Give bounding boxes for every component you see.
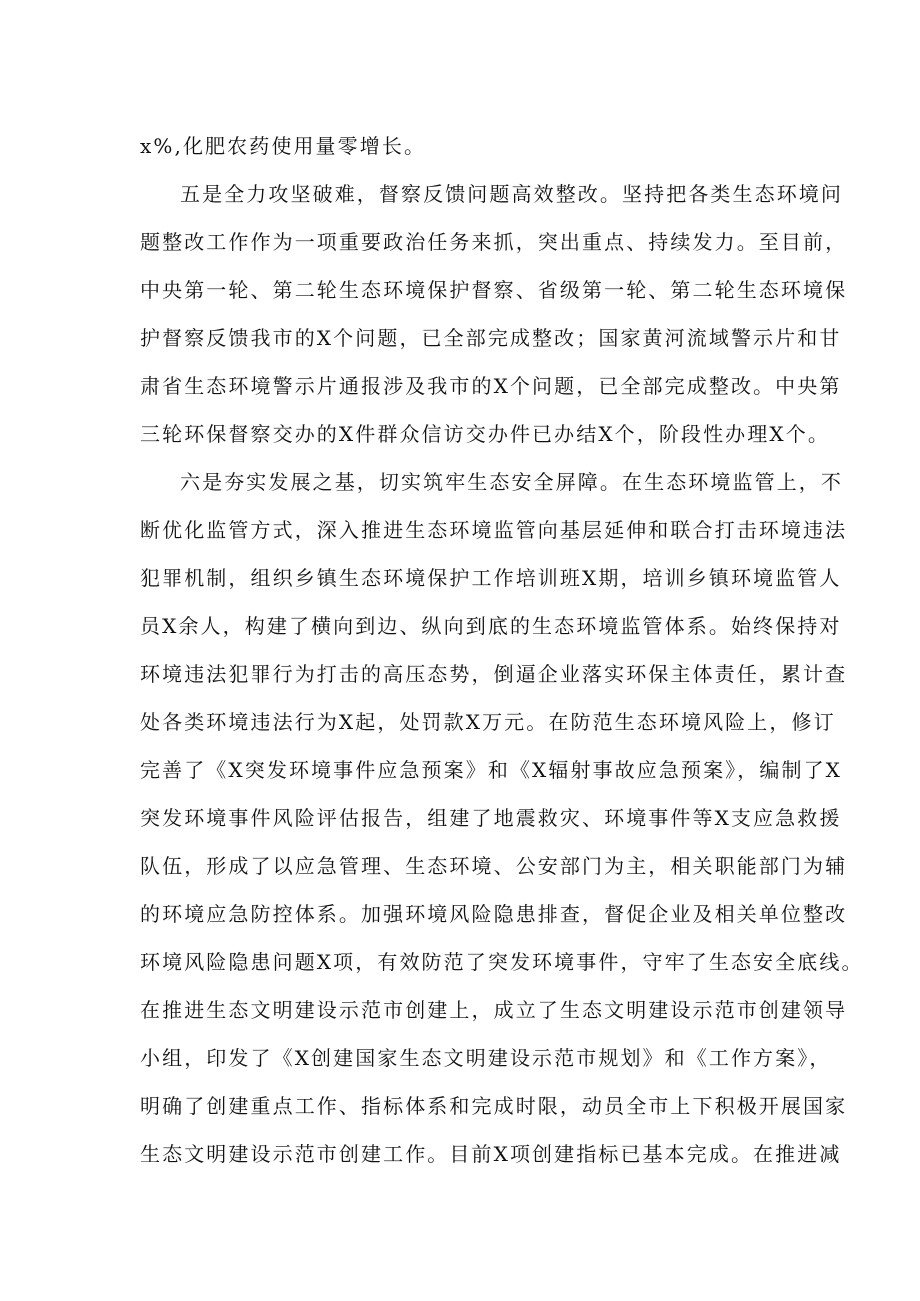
text-line: 犯罪机制，组织乡镇生态环境保护工作培训班X期，培训乡镇环境监管人 [140,566,842,590]
text-line: 三轮环保督察交办的X件群众信访交办件已办结X个，阶段性办理X个。 [140,422,830,446]
text-line: 题整改工作作为一项重要政治任务来抓，突出重点、持续发力。至目前， [140,230,848,254]
paragraph-6-first-line: 六是夯实发展之基，切实筑牢生态安全屏障。在生态环境监管上，不 [180,470,843,494]
text-line: 护督察反馈我市的X个问题，已全部完成整改；国家黄河流域警示片和甘 [140,326,842,350]
text-line: 环境风险隐患问题X项，有效防范了突发环境事件，守牢了生态安全底线。 [140,950,864,974]
text-line: 处各类环境违法行为X起，处罚款X万元。在防范生态环境风险上，修订 [140,710,836,734]
text-line: 完善了《X突发环境事件应急预案》和《X辐射事故应急预案》，编制了X [140,758,843,782]
text-line: x%,化肥农药使用量零增长。 [140,134,427,158]
text-line: 小组，印发了《X创建国家生态文明建设示范市规划》和《工作方案》， [140,1046,832,1070]
text-line: 员X余人，构建了横向到边、纵向到底的生态环境监管体系。始终保持对 [140,614,842,638]
text-line: 中央第一轮、第二轮生态环境保护督察、省级第一轮、第二轮生态环境保 [140,278,848,302]
text-line: 在推进生态文明建设示范市创建上，成立了生态文明建设示范市创建领导 [140,998,848,1022]
text-line: 断优化监管方式，深入推进生态环境监管向基层延伸和联合打击环境违法 [140,518,848,542]
text-line: 队伍，形成了以应急管理、生态环境、公安部门为主，相关职能部门为辅 [140,854,848,878]
paragraph-5-first-line: 五是全力攻坚破难，督察反馈问题高效整改。坚持把各类生态环境问 [180,182,843,206]
text-line: 的环境应急防控体系。加强环境风险隐患排查，督促企业及相关单位整改 [140,902,848,926]
text-line: 突发环境事件风险评估报告，组建了地震救灾、环境事件等X支应急救援 [140,806,842,830]
text-line: 生态文明建设示范市创建工作。目前X项创建指标已基本完成。在推进减 [140,1142,842,1166]
text-line: 环境违法犯罪行为打击的高压态势，倒逼企业落实环保主体责任，累计查 [140,662,848,686]
text-line: 明确了创建重点工作、指标体系和完成时限，动员全市上下积极开展国家 [140,1094,848,1118]
text-line: 肃省生态环境警示片通报涉及我市的X个问题，已全部完成整改。中央第 [140,374,842,398]
